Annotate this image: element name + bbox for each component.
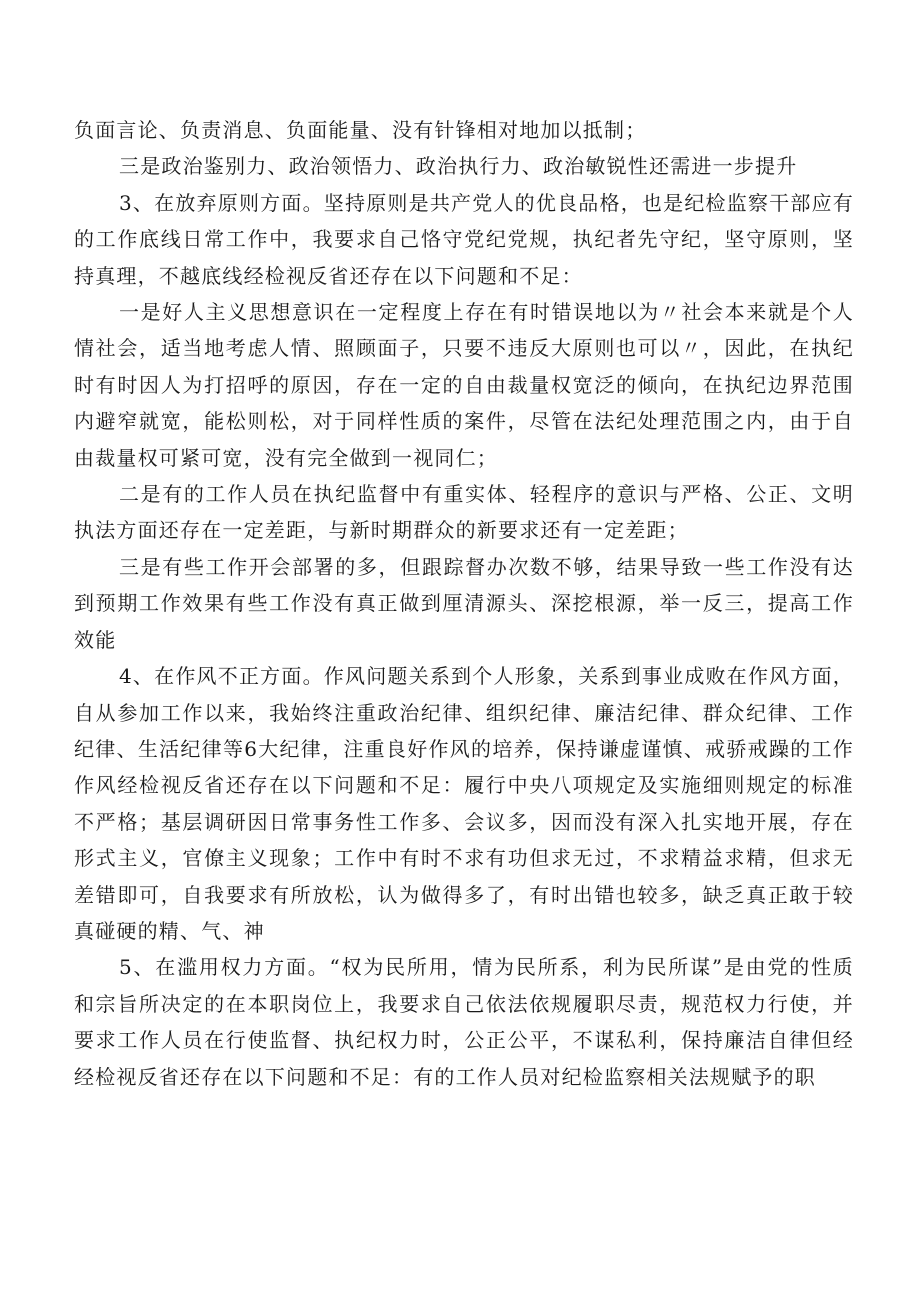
paragraph-1: 负面言论、负责消息、负面能量、没有针锋相对地加以抵制；: [74, 118, 647, 142]
paragraph-8: 5、在滥用权力方面。“权为民所用，情为民所系，利为民所谋”是由党的性质和宗旨所决定的在本职岗位上，我要求自己依法依规履职尽责，规范权力行使，并要求工作人员在行使监督、执纪权力时，公正公平，不谋私利，保持廉洁自律但经经检视反省还存在以下问题和不足：有的工作人员对纪检监察相关法规赋予的职: [74, 955, 854, 1089]
paragraph-7: 4、在作风不正方面。作风问题关系到个人形象，关系到事业成败在作风方面，自从参加工作以来，我始终注重政治纪律、组织纪律、廉洁纪律、群众纪律、工作纪律、生活纪律等6大纪律，注重良好作风的培养，保持谦虚谨慎、戒骄戒躁的工作作风经检视反省还存在以下问题和不足：履行中央八项规定及实施细则规定的标准不严格；基层调研因日常事务性工作多、会议多，因而没有深入扎实地开展，存在形式主义，官僚主义现象；工作中有时不求有功但求无过，不求精益求精，但求无差错即可，自我要求有所放松，认为做得多了，有时出错也较多，缺乏真正敢于较真碰硬的精、气、神: [74, 664, 854, 943]
paragraph-3: 3、在放弃原则方面。坚持原则是共产党人的优良品格，也是纪检监察干部应有的工作底线日常工作中，我要求自己恪守党纪党规，执纪者先守纪，坚守原则，坚持真理，不越底线经检视反省还存在以下问题和不足：: [74, 190, 854, 288]
document-body: [74, 112, 854, 1095]
paragraph-5: 二是有的工作人员在执纪监督中有重实体、轻程序的意识与严格、公正、文明执法方面还存在一定差距，与新时期群众的新要求还有一定差距；: [74, 482, 854, 543]
paragraph-6: 三是有些工作开会部署的多，但跟踪督办次数不够，结果导致一些工作没有达到预期工作效果有些工作没有真正做到厘清源头、深挖根源，举一反三，提高工作效能: [74, 554, 854, 652]
paragraph-2: 三是政治鉴别力、政治领悟力、政治执行力、政治敏锐性还需进一步提升: [119, 154, 798, 179]
paragraph-4: 一是好人主义思想意识在一定程度上存在有时错误地以为〃社会本来就是个人情社会，适当地考虑人情、照顾面子，只要不违反大原则也可以〃，因此，在执纪时有时因人为打招呼的原因，存在一定的自由裁量权宽泛的倾向，在执纪边界范围内避窄就宽，能松则松，对于同样性质的案件，尽管在法纪处理范围之内，由于自由裁量权可紧可宽，没有完全做到一视同仁；: [74, 300, 854, 470]
